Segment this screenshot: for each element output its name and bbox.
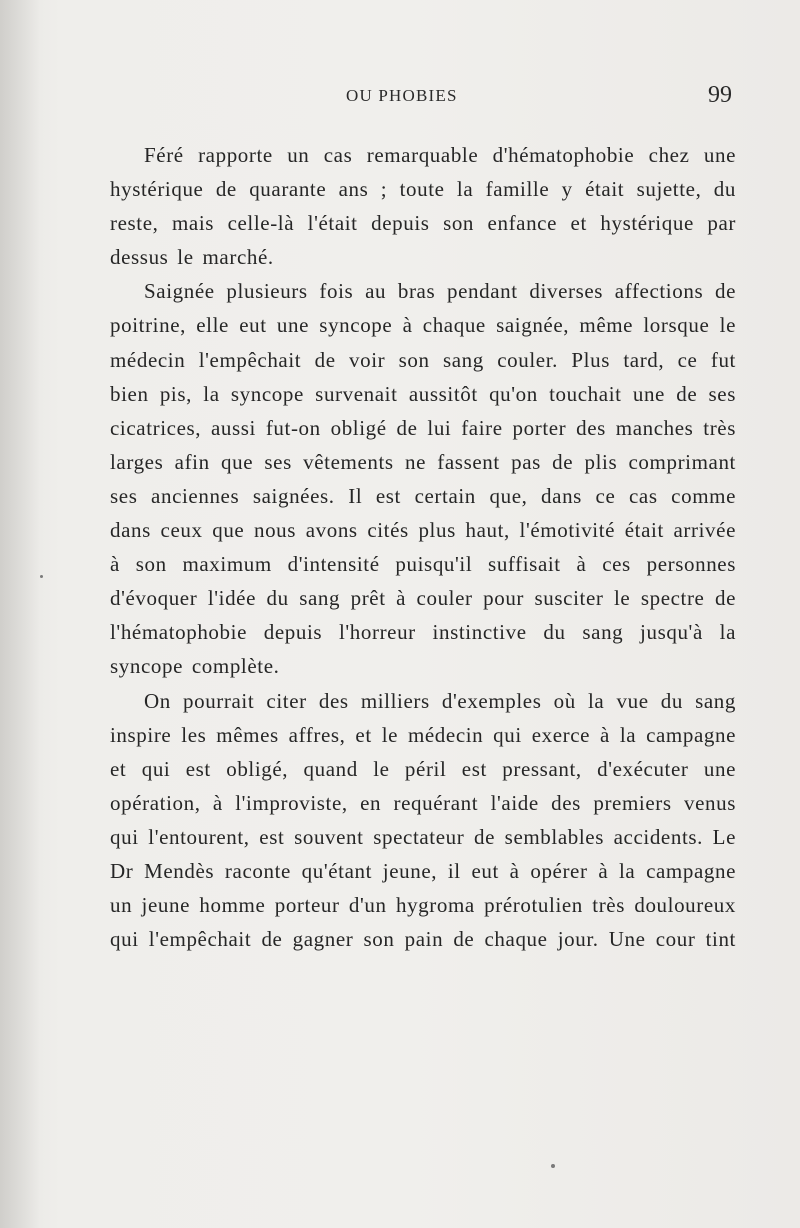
page-number: 99 <box>708 82 732 108</box>
paragraph-3: On pourrait citer des milliers d'exemples où la vue du sang inspire les mêmes affres, et le médecin qui exerce à la campagne et qui est obligé, quand le péril est pressant, d'exécuter une opération, à l'improviste, en requérant l'aide des premiers venus qui l'entourent, est souvent spectateur de semblables accidents. Le Dr Mendès raconte qu'étant jeune, il eut à opérer à la campagne un jeune homme porteur d'un hygroma prérotulien très douloureux qui l'empêchait de gagner son pain de chaque jour. Une cour tint <box>110 688 736 952</box>
paragraph-2: Saignée plusieurs fois au bras pendant diverses affections de poitrine, elle eut une syncope à chaque saignée, même lorsque le médecin l'empêchait de voir son sang couler. Plus tard, ce fut bien pis, la syncope survenait aussitôt qu'on touchait une de ses cicatrices, aussi fut-on obligé de lui faire porter des manches très larges afin que ses vêtements ne fassent pas de plis comprimant ses anciennes saignées. Il est certain que, dans ce cas comme dans ceux que nous avons cités plus haut, l'émotivité était arrivée à son maximum d'intensité puisqu'il suffisait à ces personnes d'évoquer l'idée du sang prêt à couler pour susciter le spectre de l'hématophobie depuis l'horreur instinctive du sang jusqu'à la syncope complète. <box>110 279 736 679</box>
page-gutter-shadow <box>0 0 40 1228</box>
running-title: OU PHOBIES <box>346 86 458 105</box>
paper-speck <box>551 1164 555 1168</box>
paper-speck <box>40 575 43 578</box>
body-text <box>110 138 736 956</box>
paragraph-1: Féré rapporte un cas remarquable d'hématophobie chez une hystérique de quarante ans ; toute la famille y était sujette, du reste, mais celle-là l'était depuis son enfance et hystérique par dessus le marché. <box>110 143 736 270</box>
